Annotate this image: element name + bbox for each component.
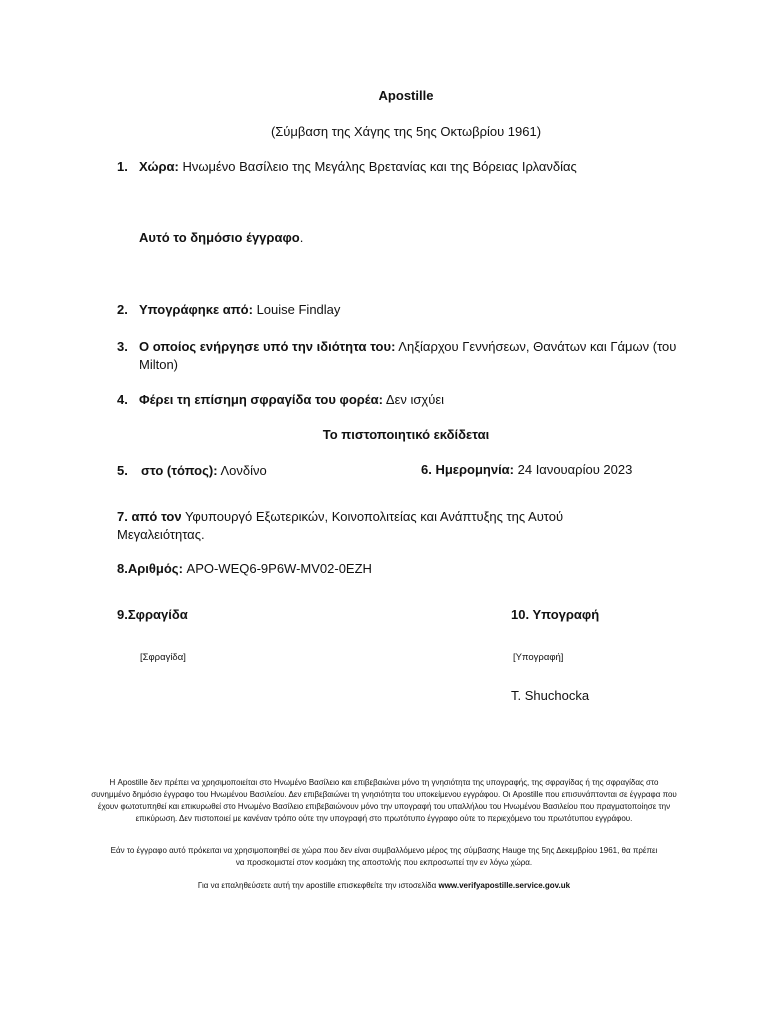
- item-label: Ο οποίος ενήργησε υπό την ιδιότητα του:: [139, 339, 396, 354]
- item-value: Louise Findlay: [252, 302, 341, 317]
- item-value: APO-WEQ6-9P6W-MV02-0EZH: [182, 561, 372, 576]
- item-value: Λονδίνο: [217, 463, 267, 478]
- item-label: 8.Αριθμός:: [117, 561, 183, 576]
- item-issued-by: [117, 508, 617, 544]
- item-seal: [117, 391, 444, 409]
- item-label: 6. Ημερομηνία:: [421, 462, 515, 477]
- item-number: 5.: [117, 463, 128, 478]
- public-document-text: Αυτό το δημόσιο έγγραφο: [139, 230, 300, 245]
- item-number: 2.: [117, 302, 128, 317]
- item-country: [117, 158, 677, 176]
- footer-verify-line: [90, 880, 678, 892]
- footer-paragraph-2: Εάν το έγγραφο αυτό πρόκειται να χρησιμοποιηθεί σε χώρα που δεν είναι συμβαλλόμενο μέρος της σύμβασης Hauge της 5ης Δεκεμβρίου 1961, θα πρέπει να προσκομιστεί στον κοσμάκη της αποστολής που εκπροσωπεί την εν λόγω χώρα.: [110, 846, 658, 867]
- seal-heading: 9.Σφραγίδα: [117, 607, 188, 622]
- seal-placeholder: [Σφραγίδα]: [140, 652, 186, 663]
- item-number: 1.: [117, 159, 128, 174]
- verify-text: Για να επαληθεύσετε αυτή την apostille επισκεφθείτε την ιστοσελίδα: [197, 881, 439, 890]
- footer-paragraph-1: Η Apostille δεν πρέπει να χρησιμοποιείται στο Ηνωμένο Βασίλειο και επιβεβαιώνει μόνο τη γνησιότητα της υπογραφής, της σφραγίδας ή της σφραγίδας στο συνημμένο δημόσιο έγγραφο του Ηνωμένου Βασιλείου. Δεν επιβεβαιώνει τη γνησιότητα του υποκείμενου εγγράφου. Οι Apostille που επισυνάπτονται σε έγγραφα που έχουν φωτοτυπηθεί και επικυρωθεί στο Ηνωμένο Βασίλειο επιβεβαιώνουν μόνο την υπογραφή του υπαλλήλου του Ηνωμένου Βασιλείου που πραγματοποίησε την επικύρωση. Δεν πιστοποιεί με κανέναν τρόπο ούτε την υπογραφή στο πρωτότυπο έγγραφο ούτε το περιεχόμενο του πρωτότυπου εγγράφου.: [91, 778, 677, 823]
- item-label: στο (τόπος):: [141, 463, 218, 478]
- item-value: Ηνωμένο Βασίλειο της Μεγάλης Βρετανίας και της Βόρειας Ιρλανδίας: [178, 159, 577, 174]
- certificate-issued-heading: Το πιστοποιητικό εκδίδεται: [322, 427, 490, 442]
- item-label: 7. από τον: [117, 509, 182, 524]
- item-number: 3.: [117, 339, 128, 354]
- document-title: Apostille: [378, 88, 434, 103]
- document-subtitle: (Σύμβαση της Χάγης της 5ης Οκτωβρίου 1961): [270, 124, 542, 139]
- item-label: Φέρει τη επίσημη σφραγίδα του φορέα:: [139, 392, 383, 407]
- item-value: Ληξίαρχου Γεννήσεων, Θανάτων και Γάμων (του Milton): [139, 339, 677, 372]
- item-signed-by: [117, 301, 340, 319]
- item-value: 24 Ιανουαρίου 2023: [514, 462, 633, 477]
- item-label: Υπογράφηκε από:: [139, 302, 253, 317]
- item-place: [117, 462, 267, 480]
- item-number-apostille: [117, 561, 372, 576]
- item-date: [421, 462, 632, 477]
- item-number: 4.: [117, 392, 128, 407]
- public-document-line: [139, 230, 303, 245]
- item-value: Δεν ισχύει: [383, 392, 445, 407]
- item-label: Χώρα:: [139, 159, 179, 174]
- signature-placeholder: [Υπογραφή]: [513, 652, 564, 663]
- verify-url-link[interactable]: www.verifyapostille.service.gov.uk: [438, 881, 571, 890]
- signer-name: T. Shuchocka: [511, 688, 590, 703]
- public-document-dot: .: [299, 230, 304, 245]
- item-value: Υφυπουργό Εξωτερικών, Κοινοπολιτείας και Ανάπτυξης της Αυτού Μεγαλειότητας.: [117, 509, 564, 542]
- signature-heading: 10. Υπογραφή: [511, 607, 600, 622]
- item-capacity: [117, 338, 679, 374]
